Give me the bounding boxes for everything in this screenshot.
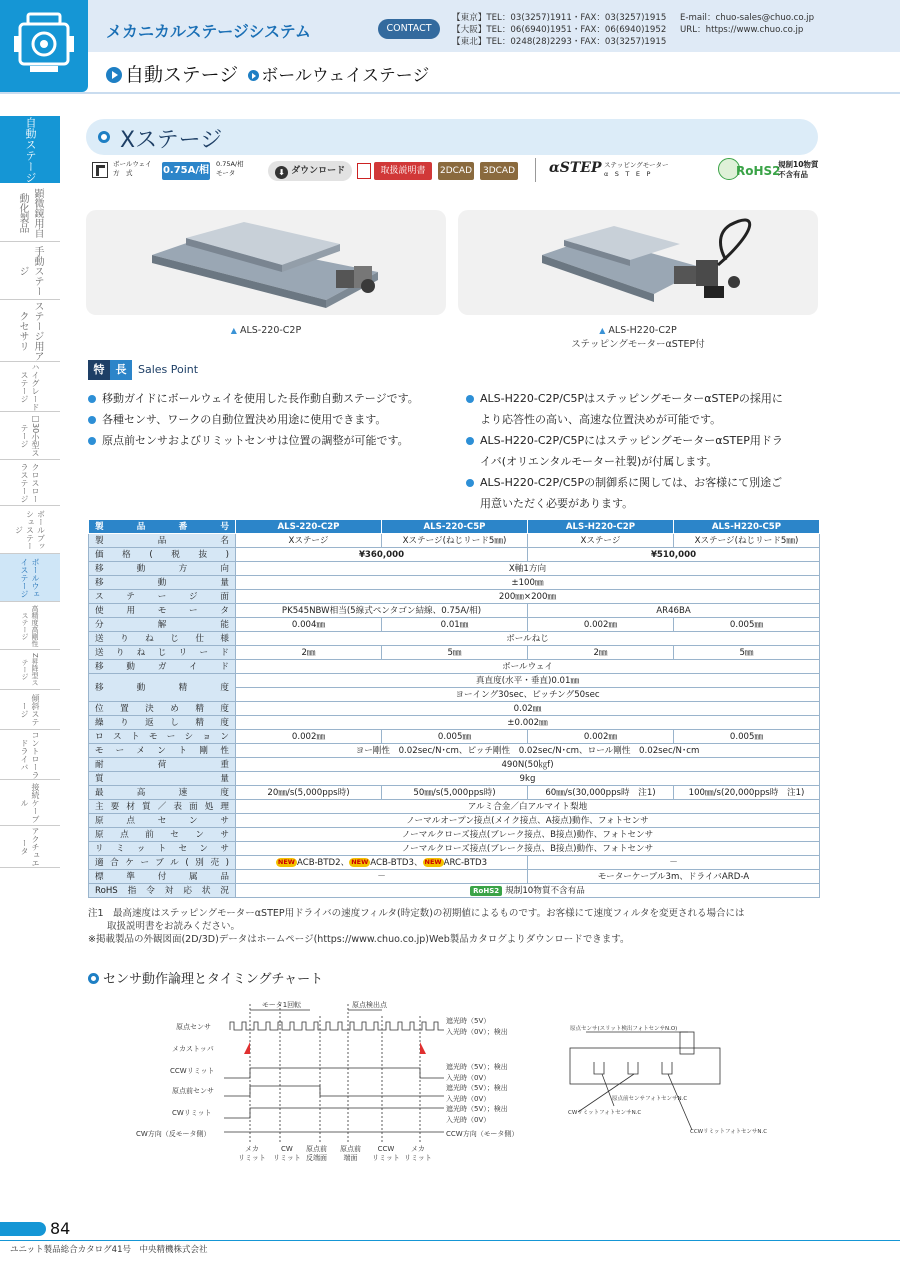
ballway-label-2: 方 式 (113, 169, 133, 177)
table-row (89, 758, 820, 772)
mech-stopper-left (244, 1042, 250, 1054)
table-cell: ノーマルオープン接点(メイク接点、A接点)動作、フォトセンサ (236, 814, 820, 828)
download-button[interactable] (268, 161, 352, 181)
table-cell: 490N(50㎏f) (236, 758, 820, 772)
tl-ccw-limit: CCWリミット (170, 1067, 215, 1075)
row-label: 送りねじリード (89, 646, 236, 660)
row-label: 最高速度 (89, 786, 236, 800)
header-divider (0, 92, 900, 94)
rohs-label-1: 規制10物質 (778, 160, 819, 169)
table-row (89, 884, 820, 898)
features-heading (88, 358, 218, 378)
table-cell: AR46BA (528, 604, 820, 618)
sidebar-item-label: ステージ用アクセサリ (17, 300, 43, 361)
row-label: 分解能 (89, 618, 236, 632)
tr-label: 入光時（0V） (446, 1074, 491, 1082)
download-icon: ⬇ (275, 166, 288, 179)
feature-item: ALS-H220-C2P/C5Pの制御系に関しては、お客様にて別途ご (466, 472, 822, 493)
table-cell: 0.005㎜ (674, 730, 820, 744)
category-title: メカニカルステージシステム (106, 22, 311, 41)
tl-pre-origin: 原点前センサ (172, 1087, 214, 1095)
row-label: 移動方向 (89, 562, 236, 576)
subtitle-sub: ボールウェイステージ (261, 66, 430, 86)
sidebar-item-label: ハイグレードステージ (20, 362, 40, 411)
bl-line2: リミット (404, 1154, 432, 1162)
table-cell: 0.004㎜ (236, 618, 382, 632)
contact-badge: CONTACT (378, 19, 440, 39)
feature-item: 原点前センサおよびリミットセンサは位置の調整が可能です。 (88, 430, 458, 451)
table-cell: 0.002㎜ (528, 730, 674, 744)
tel-list (452, 12, 666, 48)
sidebar-item-label: コントローラドライバ (20, 730, 40, 779)
mech-stopper-right (420, 1042, 426, 1054)
spec-header-model: ALS-H220-C5P (674, 520, 820, 534)
table-row (89, 842, 820, 856)
footer-divider (0, 1240, 900, 1241)
features-label: Sales Point (138, 363, 199, 376)
sidebar-item-30mini[interactable] (0, 412, 60, 460)
category-icon (0, 0, 88, 92)
tr-label: 遮光時（5V）；検出 (446, 1105, 508, 1113)
table-cell: ¥510,000 (528, 548, 820, 562)
sensor-diagram (566, 1020, 746, 1140)
sidebar-item-label: 傾斜ステージ (20, 693, 40, 726)
caption-line1: ALS-H220-C2P (608, 325, 677, 336)
feature-item: ALS-H220-C2P/C5PにはステッピングモーターαSTEP用ドラ (466, 430, 822, 451)
tl-mech-stopper: メカストッパ (172, 1045, 214, 1053)
motor-label-2: モータ (216, 169, 236, 177)
bl-line2: 反端面 (306, 1154, 327, 1162)
spec-header-row (89, 520, 820, 534)
table-cell: 0.002㎜ (236, 730, 382, 744)
rohs-label (778, 160, 818, 180)
table-cell: ノーマルクローズ接点(ブレーク接点、B接点)動作、フォトセンサ (236, 828, 820, 842)
bl-line2: リミット (273, 1154, 301, 1162)
cell-text: 規制10物質不含有品 (505, 885, 585, 896)
row-label: 質量 (89, 772, 236, 786)
tr-label: 遮光時（5V）；検出 (446, 1084, 508, 1092)
astep-label (604, 161, 668, 179)
table-cell: ¥360,000 (236, 548, 528, 562)
row-label: 原点センサ (89, 814, 236, 828)
page-number-bar (0, 1222, 46, 1236)
spec-header-model: ALS-220-C5P (382, 520, 528, 534)
astep-label-1: ステッピングモーター (604, 161, 669, 169)
bl-cw-limit (273, 1145, 301, 1163)
tr-label: 入光時（0V） (446, 1095, 491, 1103)
row-label: 移動ガイド (89, 660, 236, 674)
table-row (89, 534, 820, 548)
table-cell: 20㎜/s(5,000pps時) (236, 786, 382, 800)
sidebar-item-tilt[interactable] (0, 690, 60, 730)
feature-item: 各種センサ、ワークの自動位置決め用途に使用できます。 (88, 409, 458, 430)
new-tag: NEW (277, 857, 295, 866)
sidebar-item-cable[interactable] (0, 780, 60, 826)
cad3d-button[interactable]: 3DCAD (480, 162, 518, 180)
sidebar-item-label: アクチュエータ (20, 826, 40, 867)
product-title: Xステージ (120, 128, 223, 153)
manual-doc-icon (357, 163, 371, 179)
table-cell (236, 884, 820, 898)
table-cell: Xステージ(ねじリード5㎜) (674, 534, 820, 548)
table-cell: 0.005㎜ (382, 730, 528, 744)
play-small-icon (248, 70, 259, 81)
tr-label: 入光時（0V）；検出 (446, 1028, 508, 1036)
feature-item: ALS-H220-C2P/C5PはステッピングモーターαSTEPの採用に (466, 388, 822, 409)
table-cell: 200㎜×200㎜ (236, 590, 820, 604)
breadcrumb (106, 60, 429, 87)
table-cell: アルミ合金／白アルマイト梨地 (236, 800, 820, 814)
table-cell: ±0.002㎜ (236, 716, 820, 730)
product-photo-alsh220 (458, 210, 818, 315)
table-row (89, 814, 820, 828)
table-row (89, 870, 820, 884)
table-cell: 0.005㎜ (674, 618, 820, 632)
caption-line2: ステッピングモーターαSTEP付 (571, 339, 705, 350)
table-cell: 0.02㎜ (236, 702, 820, 716)
sidebar-item-label: 自動ステージ (24, 116, 37, 183)
sensor-label-origin: 原点センサ(スリット検出フォトセンサN.O) (570, 1026, 678, 1032)
bl-line1: 原点前 (340, 1145, 361, 1153)
sensor-label-ccw: CCWリミットフォトセンサN.C (690, 1129, 768, 1135)
feature-key-1: 特 (88, 360, 110, 380)
rohs-label-2: 不含有品 (778, 170, 808, 179)
row-label: リミットセンサ (89, 842, 236, 856)
subtitle-main: 自動ステージ (125, 64, 239, 86)
row-label: RoHS指令対応状況 (89, 884, 236, 898)
tl-cw-limit: CWリミット (172, 1109, 212, 1117)
features-left-list (88, 388, 458, 451)
feature-item-cont: より応答性の高い、高速な位置決めが可能です。 (480, 413, 722, 426)
tr-label: 遮光時（5V） (446, 1017, 491, 1025)
rohs-tag: RoHS2 (470, 886, 502, 896)
new-tag: NEW (351, 857, 369, 866)
footer-text: ユニット製品総合カタログ41号 中央精機株式会社 (10, 1245, 208, 1255)
cad2d-button[interactable]: 2DCAD (438, 162, 474, 180)
bl-ccw-limit (372, 1145, 400, 1163)
caption-als220 (86, 324, 446, 338)
sidebar-item-label: 高精度高剛性ステージ (21, 604, 39, 647)
sidebar-item-microscope[interactable] (0, 184, 60, 242)
tel-osaka: 【大阪】TEL：06(6940)1951・FAX：06(6940)1952 (452, 25, 667, 35)
table-cell: ±100㎜ (236, 576, 820, 590)
triangle-up-icon: ▲ (230, 326, 237, 335)
tr-label: 入光時（0V） (446, 1116, 491, 1124)
table-cell: ノーマルクローズ接点(ブレーク接点、B接点)動作、フォトセンサ (236, 842, 820, 856)
sidebar-item-manual-stage[interactable] (0, 242, 60, 300)
sidebar-item-label: 手動ステージ (17, 245, 43, 296)
url-link[interactable]: URL：https://www.chuo.co.jp (680, 25, 804, 35)
tel-tohoku: 【東北】TEL：0248(28)2293・FAX：03(3257)1915 (452, 37, 667, 47)
cable-item: ARC-BTD3 (443, 857, 488, 868)
table-cell: － (528, 856, 820, 870)
tel-tokyo: 【東京】TEL：03(3257)1911・FAX：03(3257)1915 (452, 13, 667, 23)
spec-table (88, 519, 820, 898)
row-label: ロストモーション (89, 730, 236, 744)
row-label: 製品名 (89, 534, 236, 548)
sidebar-item-highgrade[interactable] (0, 362, 60, 412)
bl-line1: メカ (244, 1145, 259, 1153)
sensor-label-pre-origin: 原点前センサフォトセンサN.C (612, 1096, 688, 1102)
bullet-icon (88, 973, 99, 984)
table-row (89, 800, 820, 814)
row-label: 繰り返し精度 (89, 716, 236, 730)
table-row (89, 828, 820, 842)
table-row (89, 646, 820, 660)
feature-item-cont: 用意いただく必要があります。 (480, 497, 634, 510)
caption-line1: ALS-220-C2P (239, 325, 302, 336)
spec-header-model: ALS-H220-C2P (528, 520, 674, 534)
cable-item: ACB-BTD2、 (296, 857, 350, 868)
astep-logo: αSTEP (549, 160, 602, 176)
table-cell: 60㎜/s(30,000pps時 注1) (528, 786, 674, 800)
notes (88, 907, 828, 946)
row-label: 使用モータ (89, 604, 236, 618)
table-row (89, 674, 820, 688)
note-1-line1: 注1 最高速度はステッピングモーターαSTEP用ドライバの速度フィルタ(時定数)の初期値によるものです。お客様にて速度フィルタを変更される場合には (88, 908, 745, 919)
tl-cw-direction: CW方向（反モータ側） (136, 1130, 211, 1138)
table-cell: 0.01㎜ (382, 618, 528, 632)
bullet-icon (98, 131, 110, 143)
sidebar-item-auto-stage[interactable] (0, 116, 60, 184)
table-cell: ボールねじ (236, 632, 820, 646)
features-right-list (466, 388, 822, 514)
table-cell: Xステージ (528, 534, 674, 548)
page-number: 84 (50, 1219, 71, 1238)
ballway-label-1: ボールウェイ (113, 160, 152, 168)
table-row (89, 730, 820, 744)
row-label: 適合ケーブル(別売) (89, 856, 236, 870)
table-row (89, 562, 820, 576)
sensor-label-cw: CWリミットフォトセンサN.C (568, 1110, 642, 1116)
feature-key-2: 長 (110, 360, 132, 380)
table-row (89, 576, 820, 590)
table-row (89, 856, 820, 870)
table-cell: 0.002㎜ (528, 618, 674, 632)
tr-ccw-direction: CCW方向（モータ側） (446, 1130, 519, 1138)
feature-item-cont: イバ(オリエンタルモーター社製)が付属します。 (480, 455, 718, 468)
sidebar-item-ballway[interactable] (0, 554, 60, 602)
note-1-line2: 取扱説明書をお読みください。 (88, 921, 241, 932)
tr-label: 遮光時（5V）；検出 (446, 1063, 508, 1071)
ballway-label (113, 160, 152, 178)
table-row (89, 604, 820, 618)
note-2: ※掲載製品の外観図面(2D/3D)データはホームページ(https://www.chuo.co.jp)Web製品カタログよりダウンロードできます。 (88, 934, 630, 945)
caption-alsh220 (458, 324, 818, 352)
row-label: ステージ面 (89, 590, 236, 604)
sidebar-item-ballbush[interactable] (0, 506, 60, 554)
table-row (89, 702, 820, 716)
bl-line1: CCW (377, 1145, 395, 1153)
table-cell: PK545NBW相当(5線式ペンタゴン結線、0.75A/相) (236, 604, 528, 618)
timing-heading (88, 968, 323, 987)
table-cell: Xステージ(ねじリード5㎜) (382, 534, 528, 548)
table-cell: X軸1方向 (236, 562, 820, 576)
sidebar-item-label: Z昇降型ステージ (21, 653, 39, 686)
bl-mech-limit-2 (404, 1145, 432, 1163)
feature-item: 移動ガイドにボールウェイを使用した長作動自動ステージです。 (88, 388, 458, 409)
row-label: 送りねじ仕様 (89, 632, 236, 646)
table-cell: 2㎜ (236, 646, 382, 660)
bl-line2: リミット (372, 1154, 400, 1162)
table-cell: 真直度(水平・垂直)0.01㎜ (236, 674, 820, 688)
table-row (89, 590, 820, 604)
timing-chart (160, 996, 560, 1166)
sidebar-item-crossroller[interactable] (0, 460, 60, 506)
spec-header-model: ALS-220-C2P (236, 520, 382, 534)
new-tag: NEW (424, 857, 442, 866)
table-cell: 9kg (236, 772, 820, 786)
table-cell: 5㎜ (382, 646, 528, 660)
row-label: 耐荷重 (89, 758, 236, 772)
table-cell: 50㎜/s(5,000pps時) (382, 786, 528, 800)
origin-detect-label: 原点検出点 (352, 1001, 387, 1009)
table-cell: 2㎜ (528, 646, 674, 660)
sidebar-item-label: ボールウェイステージ (20, 557, 40, 598)
sidebar-item-label: クロスローラステージ (20, 462, 40, 503)
table-row (89, 632, 820, 646)
row-label: 原点前センサ (89, 828, 236, 842)
bl-pre-origin-rev (306, 1145, 327, 1163)
timing-title: センサ動作論理とタイミングチャート (103, 972, 324, 987)
tl-origin-sensor: 原点センサ (176, 1023, 211, 1031)
table-cell (236, 856, 528, 870)
sidebar-item-z-lift[interactable] (0, 650, 60, 690)
sidebar-item-label: ボールブッシュステージ (14, 509, 46, 550)
spec-header-label: 製品番号 (89, 520, 236, 534)
sidebar-item-label: 顕微鏡用自動化製品 (17, 187, 43, 238)
row-label: 移動精度 (89, 674, 236, 702)
sidebar-item-accessory[interactable] (0, 300, 60, 362)
table-cell: ヨー剛性 0.02sec/N･cm、ピッチ剛性 0.02sec/N･cm、ロール剛性 0.02sec/N･cm (236, 744, 820, 758)
bl-mech-limit (238, 1145, 266, 1163)
cable-item: ACB-BTD3、 (370, 857, 423, 868)
motor-rev-label: モータ1回転 (262, 1001, 302, 1009)
play-icon (106, 67, 122, 83)
table-row (89, 786, 820, 800)
sidebar-item-actuator[interactable] (0, 826, 60, 868)
sidebar-item-controller[interactable] (0, 730, 60, 780)
table-row (89, 618, 820, 632)
bl-line1: 原点前 (306, 1145, 327, 1153)
table-cell: 100㎜/s(20,000pps時 注1) (674, 786, 820, 800)
row-label: 主要材質／表面処理 (89, 800, 236, 814)
table-cell: ヨーイング30sec、ピッチング50sec (236, 688, 820, 702)
bl-line1: CW (281, 1145, 293, 1153)
astep-label-2: α S T E P (604, 170, 651, 178)
sidebar-item-label: 接続ケーブル (20, 782, 40, 823)
sidebar-item-highprecision[interactable] (0, 602, 60, 650)
bl-line2: リミット (238, 1154, 266, 1162)
current-badge: 0.75A/相 (162, 162, 210, 180)
row-label: 移動量 (89, 576, 236, 590)
row-label: 標準付属品 (89, 870, 236, 884)
table-row (89, 744, 820, 758)
table-row (89, 716, 820, 730)
rohs-logo: RoHS2 (736, 164, 781, 178)
table-cell: － (236, 870, 528, 884)
ballway-icon (92, 162, 108, 178)
row-label: モーメント剛性 (89, 744, 236, 758)
table-row (89, 660, 820, 674)
bl-line1: メカ (410, 1145, 425, 1153)
row-label: 位置決め精度 (89, 702, 236, 716)
bl-pre-origin-end (340, 1145, 361, 1163)
motor-label (216, 160, 244, 178)
row-label: 価格(税抜) (89, 548, 236, 562)
table-cell: モーターケーブル3m、ドライバARD-A (528, 870, 820, 884)
table-row (89, 772, 820, 786)
email-link[interactable]: E-mail：chuo-sales@chuo.co.jp (680, 13, 815, 23)
contact-web (680, 12, 814, 36)
table-cell: ボールウェイ (236, 660, 820, 674)
table-row (89, 548, 820, 562)
table-cell: Xステージ (236, 534, 382, 548)
table-cell: 5㎜ (674, 646, 820, 660)
bl-line2: 端面 (343, 1154, 358, 1162)
sidebar-item-label: □30小型ステージ (20, 413, 40, 458)
motor-label-1: 0.75A/相 (216, 160, 244, 168)
download-label: ダウンロード (291, 166, 346, 176)
product-photo-als220 (86, 210, 446, 315)
manual-button[interactable]: 取扱説明書 (374, 162, 432, 180)
badge-divider (535, 158, 536, 182)
triangle-up-icon: ▲ (599, 326, 606, 335)
